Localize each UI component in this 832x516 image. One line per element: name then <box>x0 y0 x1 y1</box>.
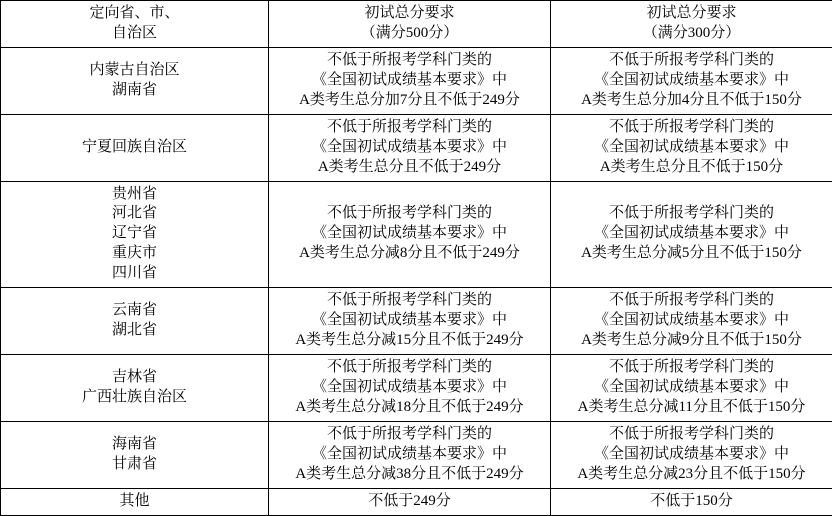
requirement-line: 不低于所报考学科门类的 <box>273 51 546 71</box>
requirement-line: 《全国初试成绩基本要求》中 <box>555 138 828 158</box>
region-cell <box>1 47 269 114</box>
region-name: 四川省 <box>5 264 264 284</box>
table-row <box>1 488 832 515</box>
requirement-line: A类考生总分减15分且不低于249分 <box>273 331 546 351</box>
header-region <box>1 1 269 48</box>
table-body <box>1 47 832 515</box>
region-name: 其他 <box>5 492 264 512</box>
requirement-300-cell <box>551 488 832 515</box>
region-name: 湖南省 <box>5 81 264 101</box>
header-total-300 <box>551 1 832 48</box>
region-name: 河北省 <box>5 204 264 224</box>
requirement-line: 《全国初试成绩基本要求》中 <box>273 71 546 91</box>
requirement-500-cell <box>269 488 551 515</box>
region-cell <box>1 288 269 355</box>
requirement-line: 不低于249分 <box>273 492 546 512</box>
requirement-500-cell <box>269 288 551 355</box>
region-name: 宁夏回族自治区 <box>5 138 264 158</box>
requirement-line: 不低于所报考学科门类的 <box>555 358 828 378</box>
requirement-line: A类考生总分减5分且不低于150分 <box>555 244 828 264</box>
requirement-300-cell <box>551 47 832 114</box>
header-total-300-line-1: 初试总分要求 <box>555 4 828 24</box>
table-row <box>1 181 832 288</box>
requirement-500-cell <box>269 181 551 288</box>
region-cell <box>1 488 269 515</box>
requirement-line: 不低于所报考学科门类的 <box>555 118 828 138</box>
requirement-line: 不低于150分 <box>555 492 828 512</box>
region-name: 广西壮族自治区 <box>5 388 264 408</box>
requirement-line: 《全国初试成绩基本要求》中 <box>555 378 828 398</box>
requirement-300-cell <box>551 114 832 181</box>
requirement-line: A类考生总分减9分且不低于150分 <box>555 331 828 351</box>
table-row <box>1 421 832 488</box>
table-row <box>1 288 832 355</box>
header-region-line-2: 自治区 <box>5 24 264 44</box>
requirement-line: 不低于所报考学科门类的 <box>555 291 828 311</box>
requirement-line: 不低于所报考学科门类的 <box>273 204 546 224</box>
region-cell <box>1 421 269 488</box>
requirement-line: 不低于所报考学科门类的 <box>555 425 828 445</box>
header-total-300-line-2: （满分300分） <box>555 24 828 44</box>
region-name: 海南省 <box>5 435 264 455</box>
requirement-line: 不低于所报考学科门类的 <box>273 291 546 311</box>
region-name: 云南省 <box>5 301 264 321</box>
region-name: 贵州省 <box>5 185 264 205</box>
requirement-line: 《全国初试成绩基本要求》中 <box>555 224 828 244</box>
region-name: 重庆市 <box>5 244 264 264</box>
region-name: 湖北省 <box>5 321 264 341</box>
requirement-line: 《全国初试成绩基本要求》中 <box>273 445 546 465</box>
requirement-300-cell <box>551 421 832 488</box>
requirement-500-cell <box>269 47 551 114</box>
requirement-line: 不低于所报考学科门类的 <box>555 204 828 224</box>
requirement-line: A类考生总分且不低于249分 <box>273 158 546 178</box>
region-cell <box>1 355 269 422</box>
region-name: 吉林省 <box>5 368 264 388</box>
requirement-500-cell <box>269 114 551 181</box>
requirement-300-cell <box>551 355 832 422</box>
requirement-line: 不低于所报考学科门类的 <box>273 425 546 445</box>
requirement-line: A类考生总分加4分且不低于150分 <box>555 91 828 111</box>
requirement-line: 《全国初试成绩基本要求》中 <box>555 311 828 331</box>
requirement-line: A类考生总分加7分且不低于249分 <box>273 91 546 111</box>
table-header <box>1 1 832 48</box>
requirement-line: 《全国初试成绩基本要求》中 <box>273 138 546 158</box>
region-cell <box>1 181 269 288</box>
requirement-line: A类考生总分减8分且不低于249分 <box>273 244 546 264</box>
requirement-line: 不低于所报考学科门类的 <box>273 358 546 378</box>
requirement-line: 《全国初试成绩基本要求》中 <box>273 224 546 244</box>
header-total-500-line-2: （满分500分） <box>273 24 546 44</box>
table-row <box>1 355 832 422</box>
requirement-line: A类考生总分减38分且不低于249分 <box>273 465 546 485</box>
region-cell <box>1 114 269 181</box>
requirement-500-cell <box>269 355 551 422</box>
requirement-line: A类考生总分减23分且不低于150分 <box>555 465 828 485</box>
requirement-line: A类考生总分减18分且不低于249分 <box>273 398 546 418</box>
requirement-line: A类考生总分减11分且不低于150分 <box>555 398 828 418</box>
requirement-300-cell <box>551 288 832 355</box>
header-region-line-1: 定向省、市、 <box>5 4 264 24</box>
requirement-line: 《全国初试成绩基本要求》中 <box>555 445 828 465</box>
requirement-line: 《全国初试成绩基本要求》中 <box>273 378 546 398</box>
requirement-line: 不低于所报考学科门类的 <box>273 118 546 138</box>
region-name: 甘肃省 <box>5 455 264 475</box>
requirement-line: 不低于所报考学科门类的 <box>555 51 828 71</box>
region-name: 辽宁省 <box>5 224 264 244</box>
requirement-500-cell <box>269 421 551 488</box>
table-row <box>1 47 832 114</box>
table-row <box>1 114 832 181</box>
header-total-500-line-1: 初试总分要求 <box>273 4 546 24</box>
requirement-line: 《全国初试成绩基本要求》中 <box>555 71 828 91</box>
header-total-500 <box>269 1 551 48</box>
requirement-line: 《全国初试成绩基本要求》中 <box>273 311 546 331</box>
requirement-line: A类考生总分且不低于150分 <box>555 158 828 178</box>
region-name: 内蒙古自治区 <box>5 61 264 81</box>
requirement-300-cell <box>551 181 832 288</box>
header-row <box>1 1 832 48</box>
